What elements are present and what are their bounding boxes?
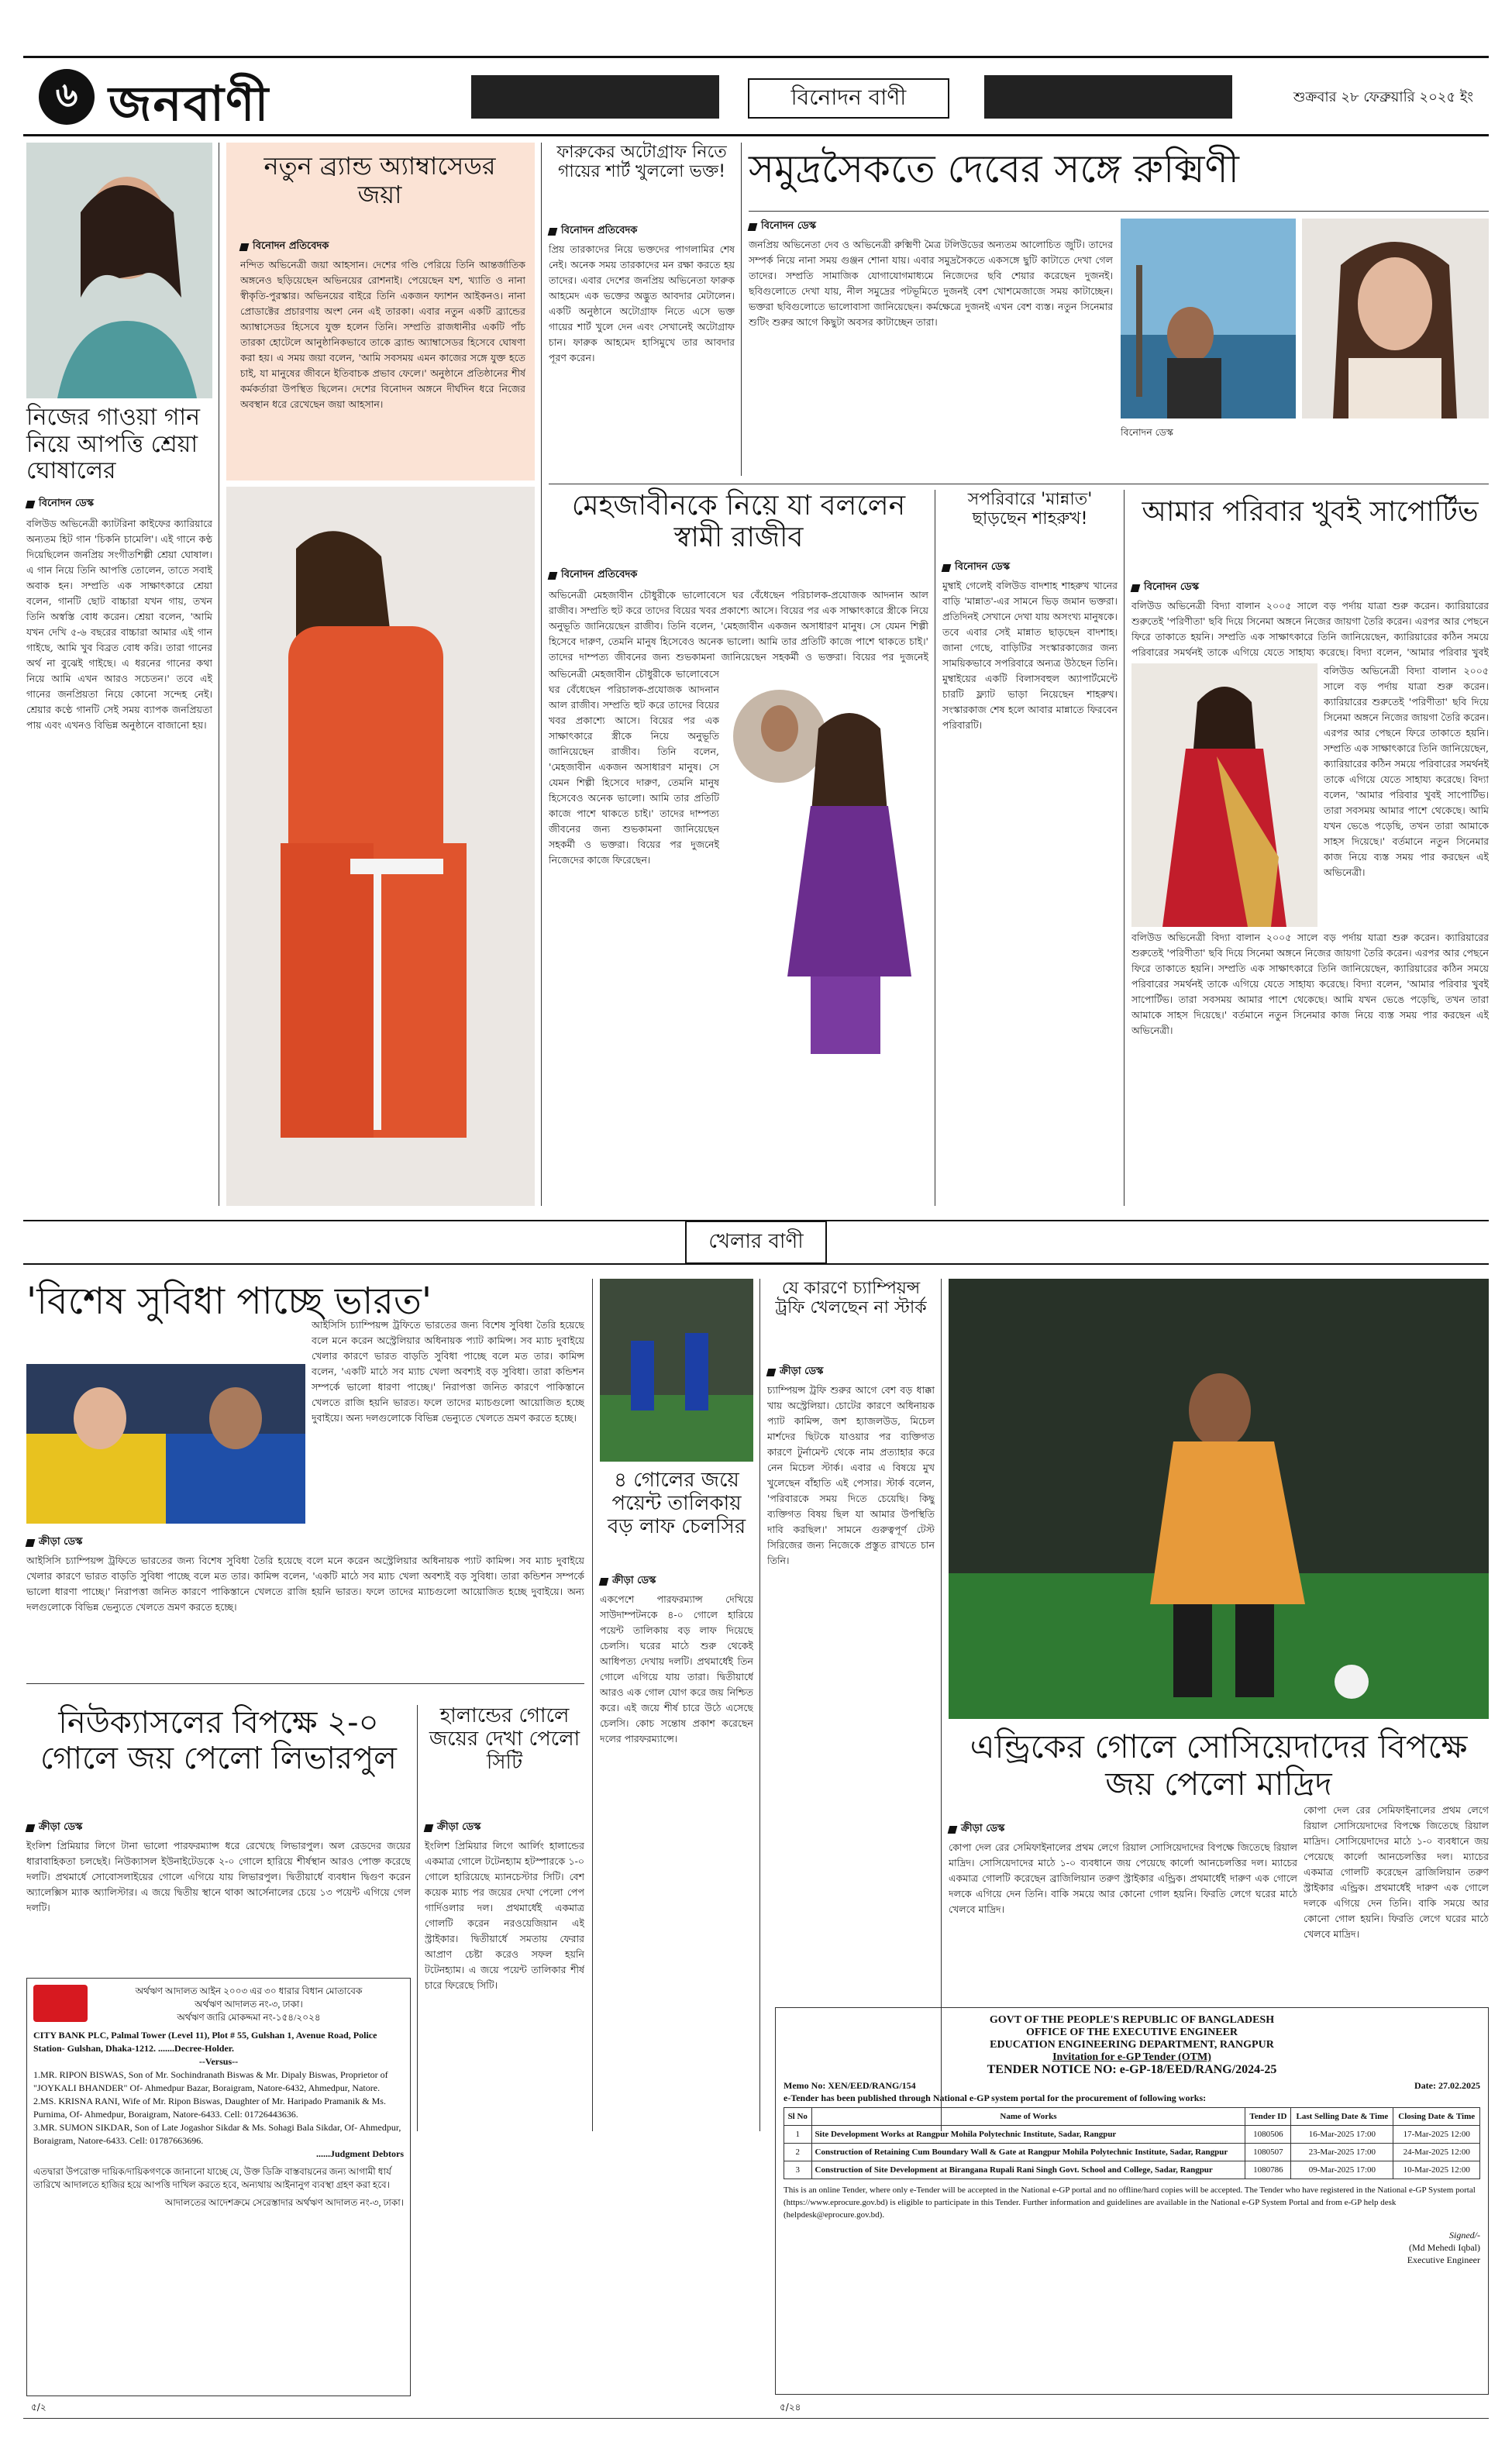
legal-case-no: অর্থঋণ জারি মোকদ্দমা নং-১৫৪/২০২৪ — [177, 2012, 321, 2023]
rajib-byline: বিনোদন প্রতিবেদক — [549, 567, 637, 584]
tender-table — [784, 2107, 1480, 2179]
india-headline: 'বিশেষ সুবিধা পাচ্ছে ভারত' — [26, 1280, 432, 1323]
chelsea-byline: ক্রীড়া ডেস্ক — [600, 1573, 656, 1590]
tender-line1: GOVT OF THE PEOPLE'S REPUBLIC OF BANGLADESH — [989, 2014, 1275, 2026]
stark-body: চ্যাম্পিয়ন্স ট্রফি শুরুর আগে বেশ বড় ধাক্কা খায় অস্ট্রেলিয়া। চোটের কারণে অধিনায়ক প্যাট কামিন্স, জশ হ্যাজলউড, মিচেল মার্শদের ছিটকে যাওয়ার পর ব্যক্তিগত কারণে টুর্নামেন্ট থেকে নাম প্রত্যাহার করে নেন মিচেল স্টার্ক। এবার এ বিষয়ে মুখ খুলেছেন বাঁহাতি এই পেসার। স্টার্ক বলেন, 'পরিবারকে সময় দিতে চেয়েছি। কিছু ব্যক্তিগত বিষয় ছিল যা আমার উপস্থিতি দাবি করছিল।' সামনে গুরুত্বপূর্ণ টেস্ট সিরিজের জন্য নিজেকে প্রস্তুত রাখতে চান তিনি। — [767, 1384, 935, 1566]
shreya-headline: নিজের গাওয়া গান নিয়ে আপত্তি শ্রেয়া ঘোষালের — [26, 404, 201, 484]
tender-row — [784, 2144, 1480, 2161]
chelsea-match-photo — [600, 1279, 753, 1462]
liverpool-body: ইংলিশ প্রিমিয়ার লিগে টানা ভালো পারফরম্যান্স ধরে রেখেছে লিভারপুল। অল রেডদের জয়ের ধারাবাহিকতা চলছেই। নিউক্যাসল ইউনাইটেডকে ২-০ গোলে হারিয়ে শীর্ষস্থান আরও পোক্ত করেছে দলটি। প্রথমার্ধে সোবোসলাইয়ের গোলে এগিয়ে যায় লিভারপুল। দ্বিতীয়ার্ধে ব্যবধান দ্বিগুণ করেন অ্যালেক্সিস ম্যাক অ্যালিস্টার। এ জয়ে দ্বিতীয় স্থানে থাকা আর্সেনালের চেয়ে ১৩ পয়েন্ট এগিয়ে গেল দলটি। — [26, 1840, 411, 1913]
shreya-body: বলিউড অভিনেত্রী ক্যাটরিনা কাইফের ক্যারিয়ারে অন্যতম হিট গান 'চিকনি চামেলি'। এই গানে কণ্ঠ দিয়েছিলেন জনপ্রিয় সংগীতশিল্পী শ্রেয়া ঘোষাল। এ গান নিয়ে তিনি আপত্তি তোলেন, তাতে সবাই অবাক হন। সম্প্রতি এক সাক্ষাৎকারে শ্রেয়া বলেন, গানটি ছোট বাচ্চারা যখন গায়, তখন তিনি অস্বস্তি বোধ করেন। শ্রেয়া বলেন, 'আমি যখন দেখি ৫-৬ বছরের বাচ্চারা আমার এই গান গাইছে, আমি খুব বিব্রত বোধ করি। তারা গানের অর্থ না বুঝেই গাইছে। এ ধরনের গানের কথা নিয়ে আমি এখন আরও সচেতন।' তবে এই গানের জনপ্রিয়তা নিয়ে কোনো সন্দেহ নেই। শ্রেয়ার কণ্ঠে গানটি সেই সময় ব্যাপক জনপ্রিয়তা পায় এবং এখনও বিভিন্ন অনুষ্ঠানে বাজানো হয়। — [26, 518, 212, 731]
tender-cell: 3 — [784, 2161, 812, 2179]
legal-notice-box — [26, 1978, 411, 2396]
tender-cell: 16-Mar-2025 17:00 — [1291, 2126, 1393, 2144]
tender-row — [784, 2161, 1480, 2179]
faruk-byline: বিনোদন প্রতিবেদক — [549, 223, 637, 239]
tender-memo: Memo No: XEN/EED/RANG/154 — [784, 2080, 916, 2091]
shreya-photo — [26, 143, 212, 398]
tender-cell: 1080506 — [1245, 2126, 1291, 2144]
tender-cell: 1 — [784, 2126, 812, 2144]
madrid-byline: ক্রীড়া ডেস্ক — [949, 1821, 1004, 1838]
tender-cell: Construction of Site Development at Birangana Rupali Rani Singh Govt. School and College, Sadar, Rangpur — [811, 2161, 1245, 2179]
tender-row — [784, 2126, 1480, 2144]
legal-body: এতদ্বারা উপরোক্ত দায়িক/দায়িকগণকে জানানো যাচ্ছে যে, উক্ত ডিক্রি বাস্তবায়নের জন্য আগামী ধার্য তারিখে আদালতে হাজির হয়ে আপত্তি দাখিল করতে হবে, অন্যথায় আইনানুগ ব্যবস্থা গ্রহণ করা হবে। — [33, 2166, 391, 2190]
sports-section-banner — [23, 1220, 1489, 1265]
tender-header-cell: Closing Date & Time — [1393, 2108, 1480, 2126]
endrick-photo — [949, 1279, 1489, 1719]
tender-cell: 10-Mar-2025 12:00 — [1393, 2161, 1480, 2179]
legal-judgment: ......Judgment Debtors — [316, 2148, 404, 2159]
vidya-saree-photo — [1131, 663, 1317, 927]
tender-footer: This is an online Tender, where only e-Tender will be accepted in the National e-GP portal and no offline/hard copies will be accepted. The Tender who have registered in the National e-GP System portal (https://www.eprocure.gov.bd) is eligible to participate in this Tender. Further information and guidelines are available in the National e-GP System Portal and from e-GP help desk (helpdesk@eprocure.gov.bd). — [784, 2185, 1476, 2220]
legal-plaintiff: CITY BANK PLC, Palmal Tower (Level 11), Plot # 55, Gulshan 1, Avenue Road, Police Station- Gulshan, Dhaka-1212. .......Decree-Holder. — [33, 2030, 377, 2054]
tender-cell: 1080507 — [1245, 2144, 1291, 2161]
tender-cell: 1080786 — [1245, 2161, 1291, 2179]
madrid-body-right: কোপা দেল রের সেমিফাইনালের প্রথম লেগে রিয়াল সোসিয়েদাদের বিপক্ষে জিতেছে রিয়াল মাদ্রিদ। সোসিয়েদাদের মাঠে ১-০ ব্যবধানে জয় পেয়েছে কার্লো আনচেলত্তির দল। ম্যাচের একমাত্র গোলটি করেছেন ব্রাজিলিয়ান তরুণ স্ট্রাইকার এন্ড্রিক। প্রথমার্ধেই দারুণ এক গোলে দলকে এগিয়ে দেন তিনি। বাকি সময়ে আর কোনো গোল হয়নি। ফিরতি লেগে ঘরের মাঠে খেলবে মাদ্রিদ। — [1304, 1804, 1489, 1940]
filmstrip-left-decoration — [471, 75, 719, 119]
tender-title: Executive Engineer — [1407, 2254, 1480, 2265]
jaya-byline: বিনোদন প্রতিবেদক — [240, 239, 329, 255]
tender-cell: 23-Mar-2025 17:00 — [1291, 2144, 1393, 2161]
dev-body: জনপ্রিয় অভিনেতা দেব ও অভিনেত্রী রুক্মিণী মৈত্র টলিউডের অন্যতম আলোচিত জুটি। তাদের সম্পর্ক নিয়ে নানা সময় গুঞ্জন শোনা যায়। এবার সমুদ্রসৈকতে একসঙ্গে ছুটি কাটাতে দেখা গেল তাদের। সম্প্রতি সামাজিক যোগাযোগমাধ্যমে নিজেদের ছবি শেয়ার করেছেন দুজনই। ছবিগুলোতে দেখা যায়, নীল সমুদ্রের পটভূমিতে দুজনই বেশ খোশমেজাজে সময় কাটাচ্ছেন। ভক্তরা ছবিগুলোতে ভালোবাসা জানিয়েছেন। কর্মক্ষেত্রে দুজনই এখন বেশ ব্যস্ত। নতুন সিনেমার শুটিং শুরুর আগে কিছুটা অবসর কাটাচ্ছেন তারা। — [749, 239, 1113, 328]
dev-byline: বিনোদন ডেস্ক — [749, 219, 816, 235]
tender-date: Date: 27.02.2025 — [1414, 2080, 1480, 2091]
section-title: বিনোদন বাণী — [748, 78, 949, 119]
madrid-body: কোপা দেল রের সেমিফাইনালের প্রথম লেগে রিয়াল সোসিয়েদাদের বিপক্ষে জিতেছে রিয়াল মাদ্রিদ। সোসিয়েদাদের মাঠে ১-০ ব্যবধানে জয় পেয়েছে কার্লো আনচেলত্তির দল। ম্যাচের একমাত্র গোলটি করেছেন ব্রাজিলিয়ান তরুণ স্ট্রাইকার এন্ড্রিক। প্রথমার্ধেই দারুণ এক গোলে দলকে এগিয়ে দেন তিনি। বাকি সময়ে আর কোনো গোল হয়নি। ফিরতি লেগে ঘরের মাঠে খেলবে মাদ্রিদ। — [949, 1841, 1297, 1915]
dev-boat-photo — [1121, 219, 1296, 418]
tender-cell: Site Development Works at Rangpur Mohila Polytechnic Institute, Sadar, Rangpur — [811, 2126, 1245, 2144]
jaya-body: নন্দিত অভিনেত্রী জয়া আহসান। দেশের গণ্ডি পেরিয়ে তিনি আন্তর্জাতিক অঙ্গনেও ছড়িয়েছেন অভিনয়ের রোশনাই। পেয়েছেন যশ, খ্যাতি ও নানা স্বীকৃতি-পুরস্কার। অভিনয়ের বাইরে তিনি একজন ফ্যাশন আইকনও। নানা প্রোডাক্টের প্রচারণায় অংশ নেন এই তারকা। এবার নতুন একটি ব্র্যান্ডের অ্যাম্বাসেডর হিসেবে যুক্ত হলেন তিনি। সম্প্রতি রাজধানীর একটি পাঁচ তারকা হোটেলে আনুষ্ঠানিকভাবে তাকে ব্র্যান্ড অ্যাম্বাসেডর হিসেবে ঘোষণা করা হয়। এ সময় জয়া বলেন, 'আমি সবসময় এমন কাজের সঙ্গে যুক্ত হতে চাই, যা মানুষের জীবনে ইতিবাচক প্রভাব ফেলে।' অনুষ্ঠানে প্রতিষ্ঠানের শীর্ষ কর্মকর্তারা উপস্থিত ছিলেন। দেশের বিনোদন অঙ্গনে দীর্ঘদিন ধরে নিজের অবস্থান ধরে রেখেছেন জয়া আহসান। — [240, 259, 525, 410]
shahrukh-headline: সপরিবারে 'মান্নাত' ছাড়ছেন শাহরুখ! — [967, 490, 1093, 529]
tender-header-cell: Sl No — [784, 2108, 812, 2126]
legal-defendant-1: 1.MR. RIPON BISWAS, Son of Mr. Sochindranath Biswas & Mr. Dipaly Biswas, Proprietor of "JOYKALI BHANDER" Of- Ahmedpur Bazar, Boraigram, Natore-6432, Ahmedpur, Natore. — [33, 2069, 388, 2093]
vidya-body-top: বলিউড অভিনেত্রী বিদ্যা বালান ২০০৫ সালে বড় পর্দায় যাত্রা শুরু করেন। ক্যারিয়ারের শুরুতেই 'পরিণীতা' ছবি দিয়ে সিনেমা অঙ্গনে নিজের জায়গা তৈরি করেন। এরপর আর পেছনে ফিরে তাকাতে হয়নি। সম্প্রতি এক সাক্ষাৎকারে তিনি জানিয়েছেন, ক্যারিয়ারের কঠিন সময়ে পরিবারের সমর্থনই তাকে এগিয়ে যেতে সাহায্য করেছে। বিদ্যা বলেন, 'আমার পরিবার খুবই — [1131, 600, 1489, 658]
tender-cell: 2 — [784, 2144, 812, 2161]
tender-line3: EDUCATION ENGINEERING DEPARTMENT, RANGPUR — [990, 2039, 1274, 2051]
logo: জনবাণী — [108, 75, 270, 132]
vidya-body-bottom: বলিউড অভিনেত্রী বিদ্যা বালান ২০০৫ সালে বড় পর্দায় যাত্রা শুরু করেন। ক্যারিয়ারের শুরুতেই 'পরিণীতা' ছবি দিয়ে সিনেমা অঙ্গনে নিজের জায়গা তৈরি করেন। এরপর আর পেছনে ফিরে তাকাতে হয়নি। সম্প্রতি এক সাক্ষাৎকারে তিনি জানিয়েছেন, ক্যারিয়ারের কঠিন সময়ে পরিবারের সমর্থনই তাকে এগিয়ে যেতে সাহায্য করেছে। বিদ্যা বলেন, 'আমার পরিবার খুবই সাপোর্টিভ। তারা সবসময় আমার পাশে থেকেছে। আমি যখন ভেঙে পড়েছি, তখন তারা আমাকে সাহস দিয়েছে।' বর্তমানে নতুন সিনেমার কাজ নিয়ে ব্যস্ত সময় পার করছেন এই অভিনেত্রী। — [1131, 932, 1489, 1036]
legal-signature: আদালতের আদেশক্রমে সেরেস্তাদার অর্থঋণ আদালত নং-৩, ঢাকা। — [164, 2197, 404, 2208]
city-body: ইংলিশ প্রিমিয়ার লিগে আর্লিং হালান্ডের একমাত্র গোলে টটেনহ্যাম হটস্পারকে ১-০ গোলে হারিয়েছে ম্যানচেস্টার সিটি। বেশ কয়েক ম্যাচ পর জয়ের দেখা পেলো পেপ গার্দিওলার দল। প্রথমার্ধেই একমাত্র গোলটি করেন নরওয়েজিয়ান এই স্ট্রাইকার। দ্বিতীয়ার্ধে সমতায় ফেরার আপ্রাণ চেষ্টা করেও সফল হয়নি টটেনহ্যাম। এ জয়ে পয়েন্ট তালিকার শীর্ষ চারে ফিরেছে সিটি। — [425, 1840, 584, 1991]
tender-notice-box — [775, 2007, 1489, 2395]
dev-body-cont: বিনোদন ডেস্ক — [1121, 426, 1173, 438]
city-headline: হালান্ডের গোলে জয়ের দেখা পেলো সিটি — [429, 1704, 580, 1774]
sports-section-title: খেলার বাণী — [685, 1221, 826, 1264]
tender-header-cell: Tender ID — [1245, 2108, 1291, 2126]
tender-name: (Md Mehedi Iqbal) — [1409, 2242, 1480, 2253]
tender-header-cell: Name of Works — [811, 2108, 1245, 2126]
faruk-headline: ফারুকের অটোগ্রাফ নিতে গায়ের শার্ট খুললো ভক্ত! — [556, 143, 727, 182]
tender-cell: 17-Mar-2025 12:00 — [1393, 2126, 1480, 2144]
legal-defendant-3: 3.MR. SUMON SIKDAR, Son of Late Jogashor Sikdar & Ms. Sohagi Bala Sikdar, Of- Ahmedpur, Boraigram, Natore-6433. Cell: 01787663696. — [33, 2122, 401, 2146]
india-byline: ক্রীড়া ডেস্ক — [26, 1534, 82, 1551]
tender-cell: 24-Mar-2025 12:00 — [1393, 2144, 1480, 2161]
chelsea-body: একপেশে পারফরম্যান্স দেখিয়ে সাউদাম্পটনকে ৪-০ গোলে হারিয়ে পয়েন্ট তালিকায় বড় লাফ দিয়েছে চেলসি। ঘরের মাঠে শুরু থেকেই আধিপত্য দেখায় দলটি। প্রথমার্ধেই তিন গোলে এগিয়ে যায় তারা। দ্বিতীয়ার্ধে আরও এক গোল যোগ করে জয় নিশ্চিত করে। এই জয়ে শীর্ষ চারে উঠে এসেছে চেলসি। কোচ সন্তোষ প্রকাশ করেছেন দলের পারফরম্যান্সে। — [600, 1593, 753, 1745]
liverpool-headline: নিউক্যাসলের বিপক্ষে ২-০ গোলে জয় পেলো লিভারপুল — [40, 1705, 397, 1776]
vidya-body: বলিউড অভিনেত্রী বিদ্যা বালান ২০০৫ সালে বড় পর্দায় যাত্রা শুরু করেন। ক্যারিয়ারের শুরুতেই 'পরিণীতা' ছবি দিয়ে সিনেমা অঙ্গনে নিজের জায়গা তৈরি করেন। এরপর আর পেছনে ফিরে তাকাতে হয়নি। সম্প্রতি এক সাক্ষাৎকারে তিনি জানিয়েছেন, ক্যারিয়ারের কঠিন সময়ে পরিবারের সমর্থনই তাকে এগিয়ে যেতে সাহায্য করেছে। বিদ্যা বলেন, 'আমার পরিবার খুবই সাপোর্টিভ। তারা সবসময় আমার পাশে থেকেছে। আমি যখন ভেঙে পড়েছি, তখন তারা আমাকে সাহস দিয়েছে।' বর্তমানে নতুন সিনেমার কাজ নিয়ে ব্যস্ত সময় পার করছেন এই অভিনেত্রী। — [1324, 665, 1489, 878]
issue-date: শুক্রবার ২৮ ফেব্রুয়ারি ২০২৫ ইং — [1293, 89, 1473, 105]
cummins-rohit-photo — [26, 1364, 305, 1524]
rajib-body: অভিনেত্রী মেহজাবীন চৌধুরীকে ভালোবেসে ঘর বেঁধেছেন পরিচালক-প্রযোজক আদনান আল রাজীব। সম্প্রতি হুট করে তাদের বিয়ের খবর প্রকাশ্যে আসে। বিয়ের পর এক সাক্ষাৎকারে স্ত্রীকে নিয়ে অনুভূতি জানিয়েছেন রাজীব। তিনি বলেন, 'মেহজাবীন একজন অসাধারণ মানুষ। সে যেমন শিল্পী হিসেবে দারুণ, তেমনি মানুষ হিসেবেও অনেক ভালো। আমি তার প্রতিটি কাজে পাশে থাকতে চাই।' তাদের দাম্পত্য জীবনের জন্য শুভকামনা জানিয়েছেন সহকর্মী ও ভক্তরা। বিয়ের পর দুজনেই নিজেদের কাজে ফিরেছেন। — [549, 668, 719, 866]
faruk-body: প্রিয় তারকাদের নিয়ে ভক্তদের পাগলামির শেষ নেই। অনেক সময় তারকাদের মন রক্ষা করতে হয় তাদের। এবার দেশের জনপ্রিয় অভিনেতা ফারুক আহমেদ এক ভক্তের অদ্ভুত আবদার মেটালেন। একটি অনুষ্ঠানে অটোগ্রাফ নিতে এসে ভক্ত গায়ের শার্ট খুলে দেন এবং সেখানেই অটোগ্রাফ চান। ফারুক আহমেদ হাসিমুখে তার আবদার পূরণ করেন। — [549, 243, 735, 363]
stark-headline: যে কারণে চ্যাম্পিয়ন্স ট্রফি খেলছেন না স্টার্ক — [775, 1279, 927, 1318]
rukmini-photo — [1302, 219, 1489, 418]
legal-header-2: অর্থঋণ আদালত নং-৩, ঢাকা। — [195, 1999, 303, 2010]
page-number: ৬ — [39, 69, 95, 125]
tender-header-cell: Last Selling Date & Time — [1291, 2108, 1393, 2126]
city-byline: ক্রীড়া ডেস্ক — [425, 1820, 480, 1836]
tender-line2: OFFICE OF THE EXECUTIVE ENGINEER — [1025, 2027, 1238, 2038]
liverpool-byline: ক্রীড়া ডেস্ক — [26, 1820, 82, 1836]
mehjabin-rajib-photo — [725, 666, 928, 1062]
tender-intro: e-Tender has been published through National e-GP system portal for the procurement of following works: — [784, 2092, 1207, 2103]
legal-header-1: অর্থঋণ আদালত আইন ২০০৩ এর ৩০ ধারার বিধান মোতাবেক — [135, 1986, 363, 1996]
dev-headline: সমুদ্রসৈকতে দেবের সঙ্গে রুক্মিণী — [749, 146, 1239, 191]
filmstrip-right-decoration — [984, 75, 1232, 119]
citybank-logo — [33, 1985, 88, 2022]
shahrukh-byline: বিনোদন ডেস্ক — [942, 560, 1010, 576]
tender-line5: TENDER NOTICE NO: e-GP-18/EED/RANG/2024-25 — [987, 2063, 1277, 2076]
stark-byline: ক্রীড়া ডেস্ক — [767, 1364, 823, 1380]
legal-defendant-2: 2.MS. KRISNA RANI, Wife of Mr. Ripon Biswas, Daughter of Mr. Haripado Pramanik & Ms. Purnima, Of- Ahmedpur, Boraigram, Natore-6433. Cell: 01726443636. — [33, 2096, 386, 2120]
india-body: আইসিসি চ্যাম্পিয়ন্স ট্রফিতে ভারতের জন্য বিশেষ সুবিধা তৈরি হয়েছে বলে মনে করেন অস্ট্রেলিয়ার অধিনায়ক প্যাট কামিন্স। সব ম্যাচ দুবাইয়ে খেলার কারণে ভারত বাড়তি সুবিধা পাচ্ছে বলে মত তার। কামিন্স বলেন, 'একটি মাঠে সব ম্যাচ খেলা অবশ্যই বড় সুবিধা। তারা কন্ডিশন সম্পর্কে ভালো ধারণা পাচ্ছে।' নিরাপত্তা জনিত কারণে পাকিস্তানে খেলতে রাজি হয়নি ভারত। ফলে তাদের ম্যাচগুলো আয়োজিত হচ্ছে দুবাইয়ে। অন্য দলগুলোকে বিভিন্ন ভেন্যুতে খেলতে ভ্রমণ করতে হচ্ছে। — [26, 1555, 584, 1613]
tender-line4: Invitation for e-GP Tender (OTM) — [1052, 2051, 1211, 2063]
shahrukh-body: মুম্বাই গেলেই বলিউড বাদশাহ শাহরুখ খানের বাড়ি 'মান্নাত'-এর সামনে ভিড় জমান ভক্তরা। প্রতিদিনই সেখানে দেখা যায় অসংখ্য মানুষকে। তবে এবার সেই মান্নাত ছাড়ছেন বাদশাহ। জানা গেছে, বাড়িটির সংস্কারকাজের জন্য সাময়িকভাবে সপরিবারে অন্যত্র উঠছেন তিনি। মুম্বাইয়ের একটি বিলাসবহুল অ্যাপার্টমেন্টে চারটি ফ্ল্যাট ভাড়া নিয়েছেন শাহরুখ। সংস্কারকাজ শেষ হলে আবার মান্নাতে ফিরবেন পরিবারটি। — [942, 580, 1118, 731]
tender-cell: Construction of Retaining Cum Boundary Wall & Gate at Rangpur Mohila Polytechnic Institute, Sadar, Rangpur — [811, 2144, 1245, 2161]
legal-versus: --Versus-- — [198, 2056, 239, 2067]
masthead — [23, 56, 1489, 136]
madrid-headline: এন্ড্রিকের গোলে সোসিয়েদাদের বিপক্ষে জয় পেলো মাদ্রিদ — [970, 1727, 1468, 1803]
actress-orange-suit-photo — [226, 487, 535, 1206]
tender-signed: Signed/- — [1449, 2230, 1480, 2241]
vidya-headline: আমার পরিবার খুবই সাপোর্টিভ — [1142, 496, 1479, 528]
india-body-right: আইসিসি চ্যাম্পিয়ন্স ট্রফিতে ভারতের জন্য বিশেষ সুবিধা তৈরি হয়েছে বলে মনে করেন অস্ট্রেলিয়ার অধিনায়ক প্যাট কামিন্স। সব ম্যাচ দুবাইয়ে খেলার কারণে ভারত বাড়তি সুবিধা পাচ্ছে বলে মত তার। কামিন্স বলেন, 'একটি মাঠে সব ম্যাচ খেলা অবশ্যই বড় সুবিধা। তারা কন্ডিশন সম্পর্কে ভালো ধারণা পাচ্ছে।' নিরাপত্তা জনিত কারণে পাকিস্তানে খেলতে রাজি হয়নি ভারত। ফলে তাদের ম্যাচগুলো আয়োজিত হচ্ছে দুবাইয়ে। অন্য দলগুলোকে বিভিন্ন ভেন্যুতে খেলতে ভ্রমণ করতে হচ্ছে। — [312, 1319, 584, 1424]
vidya-byline: বিনোদন ডেস্ক — [1131, 580, 1199, 596]
shreya-byline: বিনোদন ডেস্ক — [26, 496, 94, 512]
rajib-body-top: অভিনেত্রী মেহজাবীন চৌধুরীকে ভালোবেসে ঘর বেঁধেছেন পরিচালক-প্রযোজক আদনান আল রাজীব। সম্প্রতি হুট করে তাদের বিয়ের খবর প্রকাশ্যে আসে। বিয়ের পর এক সাক্ষাৎকারে স্ত্রীকে নিয়ে অনুভূতি জানিয়েছেন রাজীব। তিনি বলেন, 'মেহজাবীন একজন অসাধারণ মানুষ। সে যেমন শিল্পী হিসেবে দারুণ, তেমনি মানুষ হিসেবেও অনেক ভালো। আমি তার প্রতিটি কাজে পাশে থাকতে চাই।' তাদের দাম্পত্য জীবনের জন্য শুভকামনা জানিয়েছেন সহকর্মী ও ভক্তরা। বিয়ের পর দুজনেই — [549, 589, 928, 663]
legal-code: ৫/২ — [31, 2402, 46, 2413]
rajib-headline: মেহজাবীনকে নিয়ে যা বললেন স্বামী রাজীব — [571, 490, 906, 554]
tender-code: ৫/২৪ — [780, 2402, 801, 2413]
tender-cell: 09-Mar-2025 17:00 — [1291, 2161, 1393, 2179]
chelsea-headline: ৪ গোলের জয়ে পয়েন্ট তালিকায় বড় লাফ চেলসির — [607, 1469, 746, 1538]
jaya-headline: নতুন ব্র্যান্ড অ্যাম্বাসেডর জয়া — [263, 151, 496, 209]
